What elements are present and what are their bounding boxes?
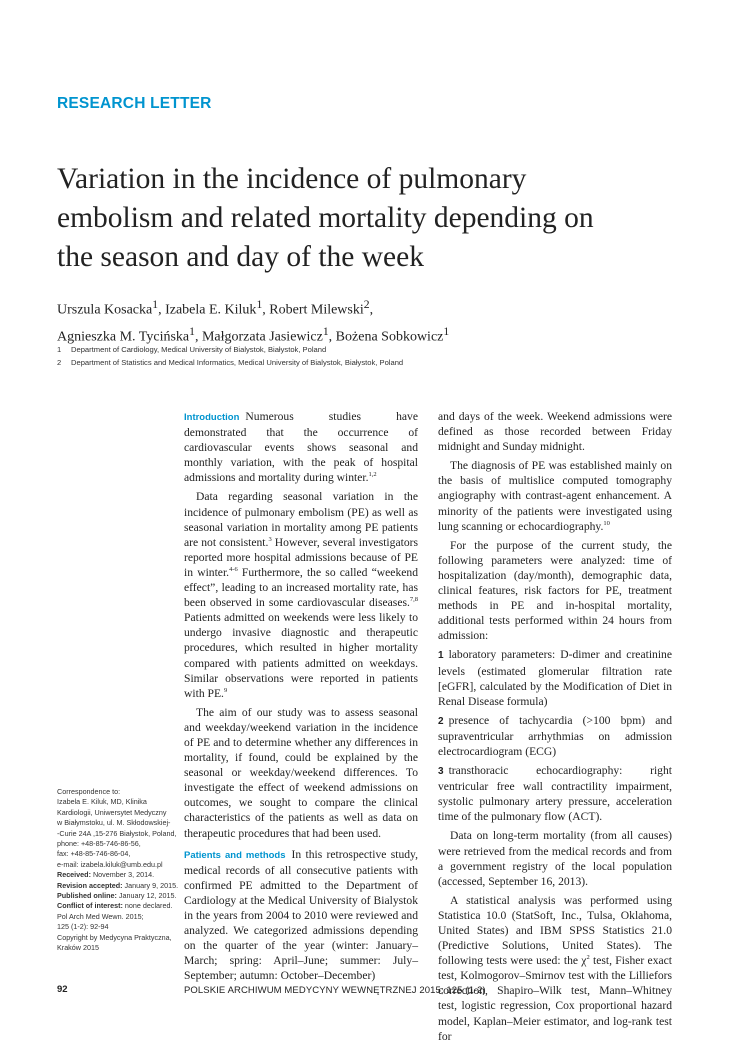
- journal-footer: POLSKIE ARCHIWUM MEDYCYNY WEWNĘTRZNEJ 2015; 125 (1-2): [184, 985, 486, 996]
- paragraph: The diagnosis of PE was established mainly on the basis of multislice computed tomography angiography with contrast-agent enhancement. A minority of the patients were investigated using lung scanning or echocardiography.$^{10}$: [438, 459, 672, 533]
- citation: Pol Arch Med Wewn. 2015;: [57, 911, 144, 921]
- paragraph: and days of the week. Weekend admissions were defined as those recorded between Friday midnight and Sunday midnight.: [438, 410, 672, 454]
- published-date: Published online: January 12, 2015.: [57, 891, 177, 901]
- paragraph: For the purpose of the current study, the following parameters were analyzed: time of hospitalization (day/month), demographic data, clinical features, risk factors for PE, treatment methods in PE and in-hospital mortality, additional tests performed within 24 hours from admission:: [438, 538, 672, 643]
- paragraph: Data regarding seasonal variation in the incidence of pulmonary embolism (PE) as well as seasonal variation in mortality among PE patients are not consistent.$^3$ However, several investigators reported more hospital admissions because of PE in winter.$^{4-6}$ Furthermore, the so called “weekend effect”, leading to an increased mortality rate, has been observed in some cardiovascular diseases.$^{7,8}$ Patients admitted on weekends were less likely to undergo invasive diagnostic and therapeutic procedures, which resulted in higher mortality compared with patients admitted on weekdays. Similar observations were reported in patients with PE.$^9$: [184, 490, 418, 700]
- correspondence-line: w Białymstoku, ul. M. Skłodowskiej-: [57, 818, 171, 828]
- correspondence-line: Kardiologii, Uniwersytet Medyczny: [57, 807, 167, 817]
- copyright: Copyright by Medycyna Praktyczna,: [57, 932, 172, 942]
- conflict-of-interest: Conflict of interest: none declared.: [57, 901, 173, 911]
- title-line: the season and day of the week: [57, 241, 424, 273]
- paragraph: The aim of our study was to assess seasonal and weekday/weekend variation in the incidence of PE and to determine whether any differences in mortality, if found, could be explained by the seasonal or weekday/weekend differences. To investigate the effect of weekend admissions on outcomes, we sought to compare the clinical characteristics of the patients as well as data on therapeutic procedures that had been used.: [184, 705, 418, 840]
- received-date: Received: November 3, 2014.: [57, 870, 155, 880]
- affiliations: [57, 343, 403, 369]
- affiliation: 1 Department of Cardiology, Medical University of Bialystok, Białystok, Poland: [57, 345, 327, 354]
- title-line: embolism and related mortality depending on: [57, 202, 594, 234]
- affiliation: 2 Department of Statistics and Medical Informatics, Medical University of Bialystok, Białystok, Poland: [57, 358, 404, 367]
- title-line: Variation in the incidence of pulmonary: [57, 163, 527, 195]
- author-list: [57, 294, 449, 347]
- list-item: 2 presence of tachycardia (>100 bpm) and supraventricular arrhythmias on admission electrocardiogram (ECG): [438, 713, 672, 758]
- section-label: RESEARCH LETTER: [57, 95, 212, 112]
- correspondence-line: fax: +48-85-746-86-04,: [57, 849, 131, 859]
- copyright: Kraków 2015: [57, 943, 99, 953]
- list-item: 1 laboratory parameters: D-dimer and creatinine levels (estimated glomerular filtration rate [eGFR], calculated by the Modification of Diet in Renal Disease formula): [438, 648, 672, 708]
- section-heading: Introduction: [184, 412, 240, 423]
- correspondence-line: phone: +48-85-746-86-56,: [57, 839, 141, 849]
- correspondence-line: -Curie 24A ,15-276 Białystok, Poland,: [57, 828, 177, 838]
- author-line: Agnieszka M. Tycińska$^1$, Małgorzata Jasiewicz$^1$, Bożena Sobkowicz$^1$: [57, 324, 450, 345]
- correspondence-heading: Correspondence to:: [57, 787, 121, 796]
- paragraph: Data on long-term mortality (from all causes) were retrieved from the medical records and from a government registry of the local population (accessed, September 16, 2013).: [438, 829, 672, 888]
- email: e-mail: izabela.kiluk@umb.edu.pl: [57, 859, 163, 869]
- body-column-right: [438, 409, 672, 1048]
- citation: 125 (1-2): 92-94: [57, 922, 109, 932]
- author-line: Urszula Kosacka$^1$, Izabela E. Kiluk$^1$, Robert Milewski$^2$,: [57, 298, 374, 318]
- list-item: 3 transthoracic echocardiography: right ventricular free wall contractility impairment, systolic pulmonary artery pressure, acceleration time of the pulmonary flow (ACT).: [438, 764, 672, 824]
- paragraph: Introduction Numerous studies have demonstrated that the occurrence of cardiovascular events shows seasonal and monthly variation, with the peak of hospital admissions and mortality during winter.$^{1,2}$: [184, 410, 418, 485]
- body-column-left: [184, 409, 418, 987]
- page-number: 92: [57, 984, 68, 995]
- correspondence-line: Izabela E. Kiluk, MD, Klinika: [57, 797, 147, 807]
- paragraph: Patients and methods In this retrospective study, medical records of all consecutive patients with confirmed PE admitted to the Department of Cardiology at the Medical University of Bialystok in the years from 2004 to 2010 were reviewed and analyzed. We categorized admissions depending on the quarter of the year (winter: January–March; spring: April–June; summer: July–September; autumn: October–December): [184, 847, 418, 983]
- correspondence-box: [57, 787, 177, 954]
- section-heading: Patients and methods: [184, 849, 286, 861]
- article-title: [57, 160, 697, 277]
- revision-date: Revision accepted: January 9, 2015.: [57, 880, 179, 890]
- paragraph: A statistical analysis was performed using Statistica 10.0 (StatSoft, Inc., Tulsa, Oklahoma, United States) and IBM SPSS Statistics 21.0 (Predictive Solutions, United States). The following tests were used: the $\chi^2$ test, Fisher exact test, Kolmogorov–Smirnov test with the Lilliefors correction, Shapiro–Wilk test, Mann–Whitney test, logistic regression, Cox proportional hazard model, Kaplan–Meier estimator, and log-rank test for: [438, 893, 673, 1043]
